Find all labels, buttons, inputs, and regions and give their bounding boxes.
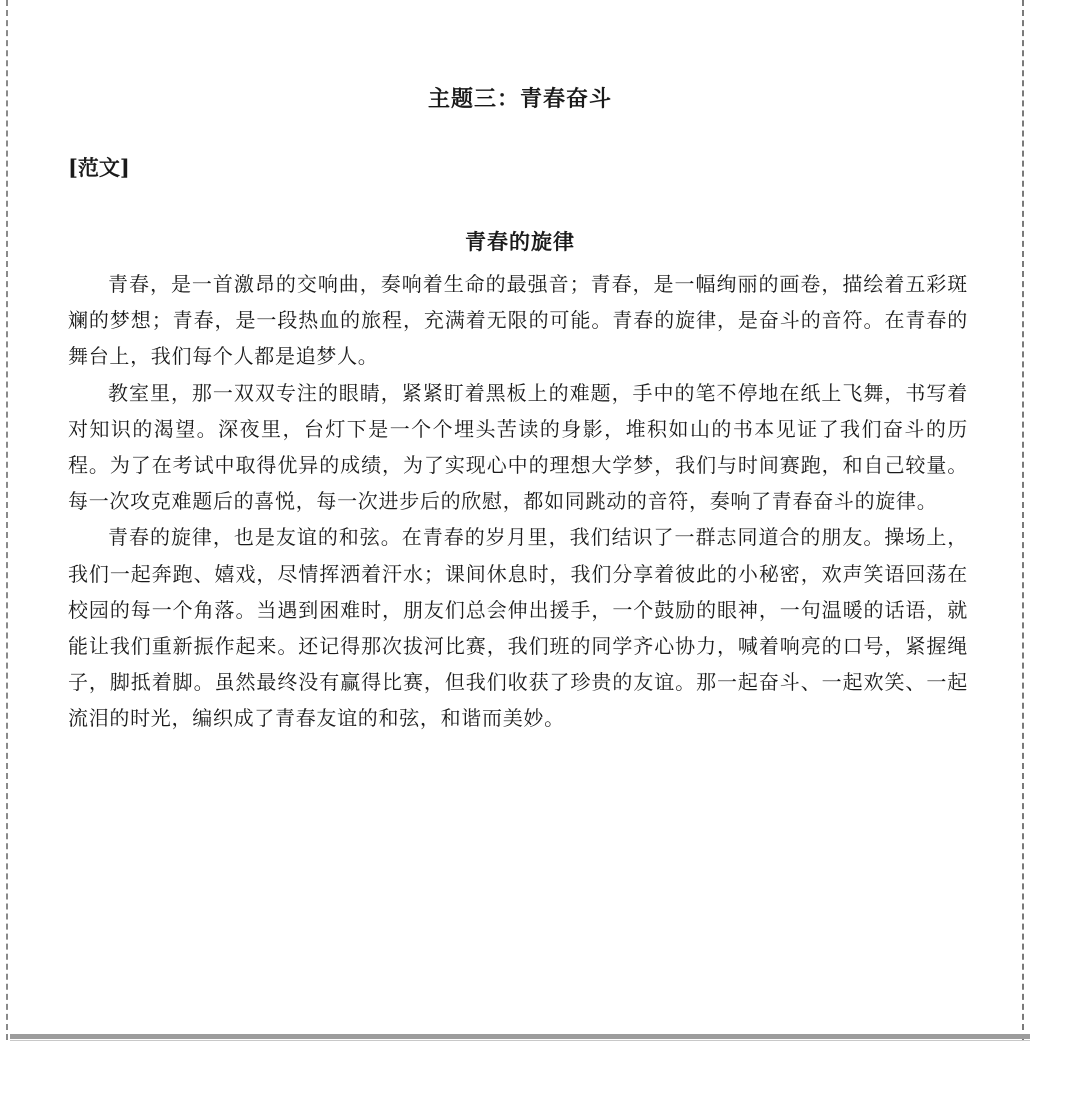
bottom-page-rule bbox=[10, 1034, 1030, 1039]
section-label: [范文] bbox=[68, 155, 130, 180]
essay-title: 青春的旋律 bbox=[465, 229, 575, 254]
theme-title: 主题三：青春奋斗 bbox=[427, 86, 612, 112]
essay-body bbox=[68, 266, 968, 737]
right-dashed-border bbox=[1022, 0, 1024, 1040]
left-dashed-border bbox=[6, 0, 8, 1040]
essay-paragraph-1: 青春，是一首激昂的交响曲，奏响着生命的最强音；青春，是一幅绚丽的画卷，描绘着五彩斑斓的梦想；青春，是一段热血的旅程，充满着无限的可能。青春的旋律，是奋斗的音符。在青春的舞台上，我们每个人都是追梦人。 bbox=[68, 272, 968, 369]
essay-paragraph-3: 青春的旋律，也是友谊的和弦。在青春的岁月里，我们结识了一群志同道合的朋友。操场上，我们一起奔跑、嬉戏，尽情挥洒着汗水；课间休息时，我们分享着彼此的小秘密，欢声笑语回荡在校园的每一个角落。当遇到困难时，朋友们总会伸出援手，一个鼓励的眼神，一句温暖的话语，就能让我们重新振作起来。还记得那次拔河比赛，我们班的同学齐心协力，喊着响亮的口号，紧握绳子，脚抵着脚。虽然最终没有赢得比赛，但我们收获了珍贵的友谊。那一起奋斗、一起欢笑、一起流泪的时光，编织成了青春友谊的和弦，和谐而美妙。 bbox=[68, 525, 968, 731]
bottom-page-rule-shadow bbox=[10, 1040, 1030, 1041]
essay-paragraph-2: 教室里，那一双双专注的眼睛，紧紧盯着黑板上的难题，手中的笔不停地在纸上飞舞，书写着对知识的渴望。深夜里，台灯下是一个个埋头苦读的身影，堆积如山的书本见证了我们奋斗的历程。为了在考试中取得优异的成绩，为了实现心中的理想大学梦，我们与时间赛跑，和自己较量。每一次攻克难题后的喜悦，每一次进步后的欣慰，都如同跳动的音符，奏响了青春奋斗的旋律。 bbox=[68, 380, 968, 514]
